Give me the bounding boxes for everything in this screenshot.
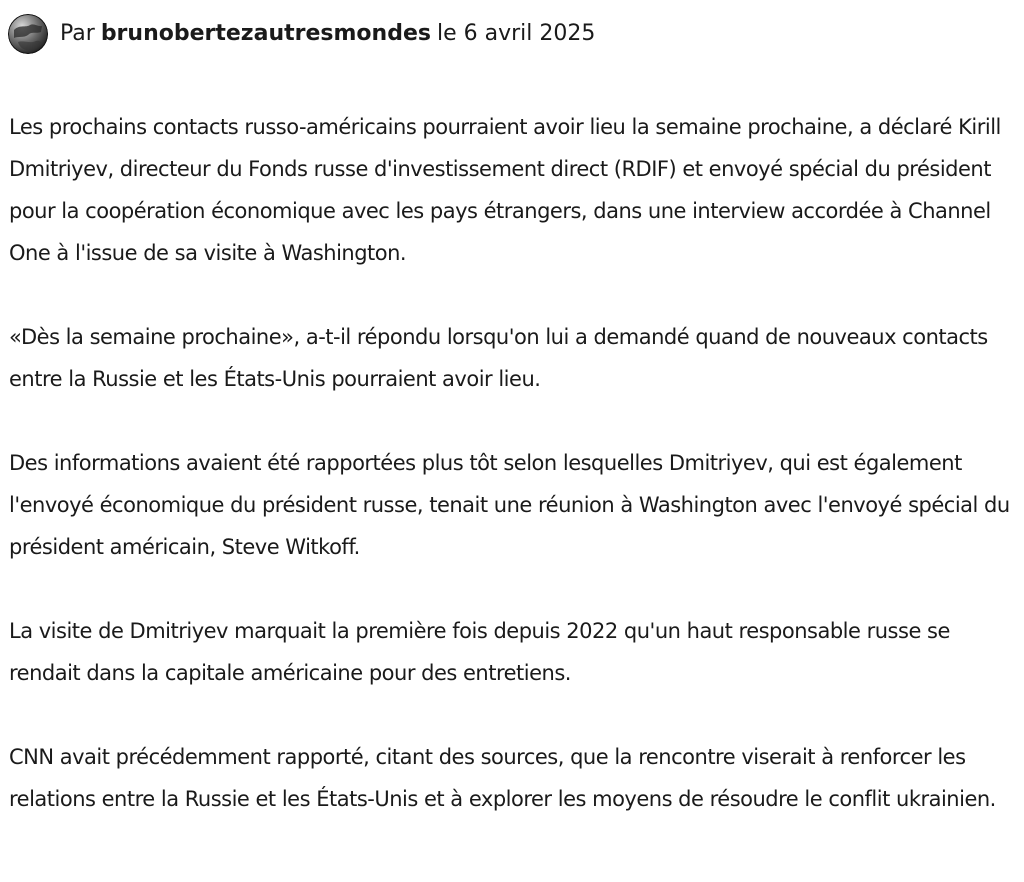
post-byline — [8, 14, 595, 54]
post-date: le 6 avril 2025 — [436, 21, 596, 46]
article-paragraph-3: Des informations avaient été rapportées plus tôt selon lesquelles Dmitriyev, qui est également l'envoyé économique du président russe, tenait une réunion à Washington avec l'envoyé spécial du président américain, Steve Witkoff. — [9, 451, 1010, 559]
globe-avatar-icon[interactable] — [8, 14, 48, 54]
article-paragraph-5: CNN avait précédemment rapporté, citant des sources, que la rencontre viserait à renforcer les relations entre la Russie et les États-Unis et à explorer les moyens de résoudre le conflit ukrainien. — [9, 745, 996, 811]
article-paragraph-2: «Dès la semaine prochaine», a-t-il répondu lorsqu'on lui a demandé quand de nouveaux contacts entre la Russie et les États-Unis pourraient avoir lieu. — [9, 325, 988, 391]
article-paragraph-1: Les prochains contacts russo-américains pourraient avoir lieu la semaine prochaine, a déclaré Kirill Dmitriyev, directeur du Fonds russe d'investissement direct (RDIF) et envoyé spécial du président pour la coopération économique avec les pays étrangers, dans une interview accordée à Channel One à l'issue de sa visite à Washington. — [9, 115, 1001, 265]
author-link[interactable]: brunobertezautresmondes — [100, 21, 431, 46]
byline-prefix: Par — [60, 21, 95, 46]
article-paragraph-4: La visite de Dmitriyev marquait la première fois depuis 2022 qu'un haut responsable russe se rendait dans la capitale américaine pour des entretiens. — [9, 619, 950, 685]
article-body — [9, 106, 1021, 862]
